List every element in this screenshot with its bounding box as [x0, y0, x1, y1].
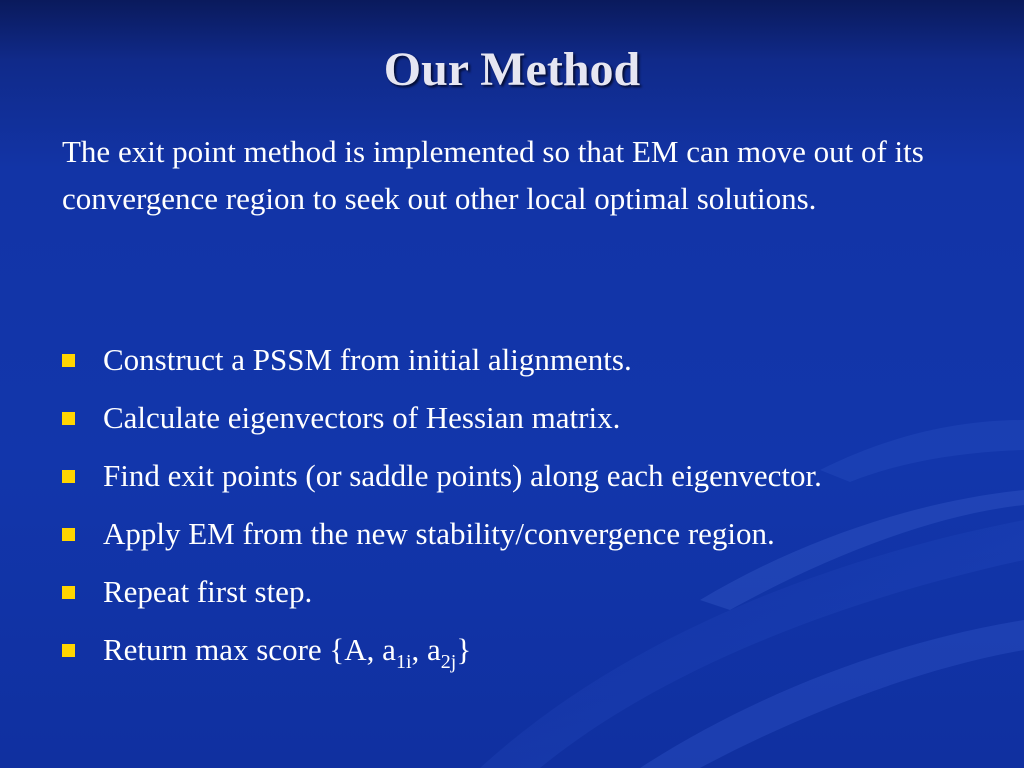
subscript-2j: 2j — [440, 651, 457, 673]
bullet-text: Calculate eigenvectors of Hessian matrix. — [103, 400, 621, 435]
bullet-text: Construct a PSSM from initial alignments. — [103, 342, 632, 377]
formula-suffix: } — [456, 632, 472, 667]
square-bullet-icon — [62, 412, 75, 425]
list-item — [62, 567, 1007, 625]
formula-middle: , a — [411, 632, 441, 667]
bullet-text-return-max-score — [103, 625, 471, 679]
list-item — [62, 509, 1007, 567]
square-bullet-icon — [62, 586, 75, 599]
bullet-text: Find exit points (or saddle points) along each eigenvector. — [103, 458, 822, 493]
square-bullet-icon — [62, 644, 75, 657]
bullet-list — [62, 335, 1007, 683]
formula-prefix: Return max score {A, a — [103, 632, 396, 667]
square-bullet-icon — [62, 354, 75, 367]
list-item — [62, 335, 1007, 393]
square-bullet-icon — [62, 470, 75, 483]
intro-paragraph: The exit point method is implemented so that EM can move out of its convergence region to seek out other local optimal solutions. — [62, 134, 924, 216]
square-bullet-icon — [62, 528, 75, 541]
bullet-text: Apply EM from the new stability/convergence region. — [103, 516, 775, 551]
slide-title: Our Method — [383, 43, 641, 96]
bullet-text: Repeat first step. — [103, 574, 313, 609]
subscript-1i: 1i — [395, 651, 412, 673]
list-item — [62, 625, 1007, 683]
list-item — [62, 451, 1007, 509]
list-item — [62, 393, 1007, 451]
